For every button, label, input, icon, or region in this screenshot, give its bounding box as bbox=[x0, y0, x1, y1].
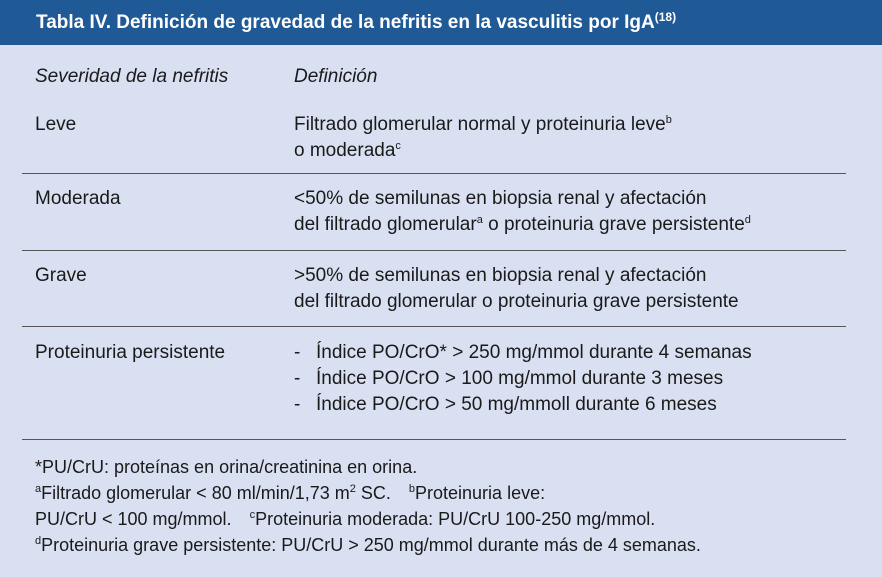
footnote-mark: c bbox=[395, 140, 401, 152]
definition-line: Filtrado glomerular normal y proteinuria leve bbox=[294, 114, 666, 135]
definition-line: del filtrado glomerular o proteinuria grave persistente bbox=[294, 291, 739, 312]
footnote-text: Proteinuria grave persistente: PU/CrU > 250 mg/mmol durante más de 4 semanas. bbox=[41, 535, 701, 555]
definition-line: o proteinuria grave persistente bbox=[482, 214, 745, 235]
severity-cell: Moderada bbox=[35, 188, 121, 209]
definition-cell bbox=[294, 112, 672, 164]
footnote-mark: a bbox=[35, 483, 42, 495]
footnotes bbox=[35, 454, 701, 558]
severity-cell: Grave bbox=[35, 265, 87, 286]
definition-cell bbox=[294, 263, 739, 315]
footnote-text: SC. bbox=[355, 483, 391, 503]
definition-line: del filtrado glomerular bbox=[294, 214, 477, 235]
definition-line: >50% de semilunas en biopsia renal y afectación bbox=[294, 265, 707, 286]
footnote-star: *PU/CrU: proteínas en orina/creatinina en orina. bbox=[35, 457, 418, 477]
table-title bbox=[0, 0, 882, 45]
footnote-mark: a bbox=[476, 214, 483, 226]
footnote-mark: b bbox=[408, 483, 416, 495]
superscript: 2 bbox=[349, 483, 356, 495]
criteria-list bbox=[294, 340, 752, 418]
list-item bbox=[294, 392, 752, 418]
dash-marker: - bbox=[294, 368, 301, 389]
footnote-a-b bbox=[35, 480, 701, 506]
list-item-text: Índice PO/CrO > 50 mg/mmoll durante 6 meses bbox=[316, 394, 717, 415]
definition-line: o moderada bbox=[294, 140, 396, 161]
column-header-severity: Severidad de la nefritis bbox=[35, 66, 229, 87]
footnote-d bbox=[35, 532, 701, 558]
row-divider bbox=[22, 173, 846, 174]
severity-cell: Leve bbox=[35, 114, 77, 135]
footnote-b-c bbox=[35, 506, 701, 532]
row-divider bbox=[22, 439, 846, 440]
definition-cell bbox=[294, 186, 751, 238]
footnote-mark: c bbox=[249, 509, 256, 521]
dash-marker: - bbox=[294, 394, 301, 415]
dash-marker: - bbox=[294, 342, 301, 363]
footnote-mark: d bbox=[744, 214, 751, 226]
list-item-text: Índice PO/CrO* > 250 mg/mmol durante 4 semanas bbox=[316, 342, 752, 363]
title-reference: (18) bbox=[654, 10, 677, 24]
list-item bbox=[294, 340, 752, 366]
column-header-definition: Definición bbox=[294, 66, 378, 87]
definition-cell bbox=[294, 340, 752, 418]
row-divider bbox=[22, 250, 846, 251]
footnote-text: PU/CrU < 100 mg/mmol. bbox=[35, 509, 232, 529]
definition-line: <50% de semilunas en biopsia renal y afectación bbox=[294, 188, 707, 209]
list-item-text: Índice PO/CrO > 100 mg/mmol durante 3 meses bbox=[316, 368, 724, 389]
footnote-mark: b bbox=[665, 114, 672, 126]
row-divider bbox=[22, 326, 846, 327]
list-item bbox=[294, 366, 752, 392]
footnote-text: Filtrado glomerular < 80 ml/min/1,73 m bbox=[41, 483, 350, 503]
table-title-text: Tabla IV. Definición de gravedad de la nefritis en la vasculitis por IgA bbox=[36, 12, 655, 33]
severity-cell: Proteinuria persistente bbox=[35, 342, 226, 363]
footnote-text: Proteinuria leve: bbox=[415, 483, 546, 503]
footnote-text: Proteinuria moderada: PU/CrU 100-250 mg/mmol. bbox=[255, 509, 656, 529]
footnote-mark: d bbox=[35, 535, 42, 547]
